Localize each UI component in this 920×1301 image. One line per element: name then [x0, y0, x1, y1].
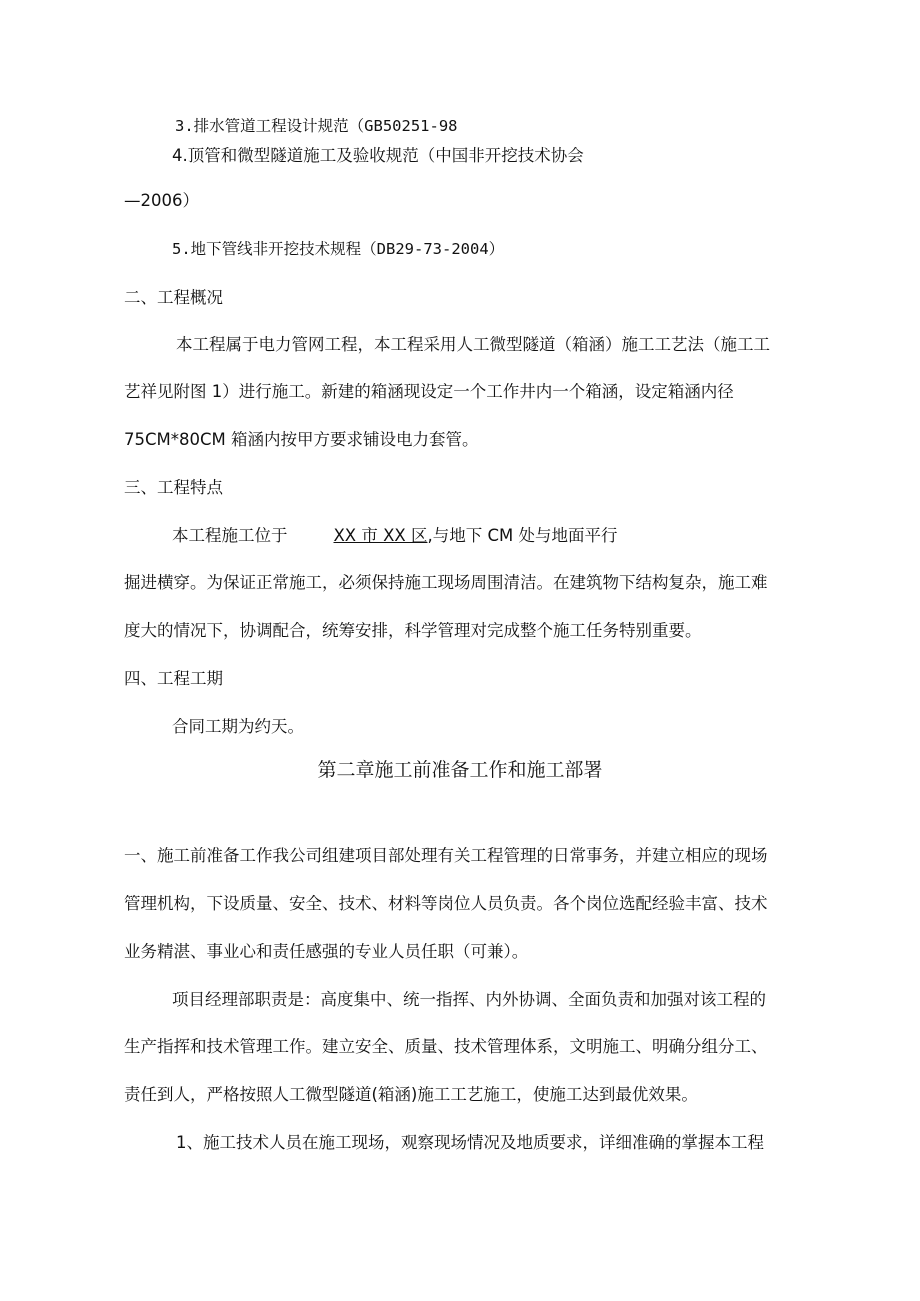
- prep-paragraph-line: 一、施工前准备工作我公司组建项目部处理有关工程管理的日常事务，并建立相应的现场: [124, 846, 768, 865]
- prep-paragraph-line: 责任到人，严格按照人工微型隧道(箱涵)施工工艺施工，使施工达到最优效果。: [124, 1085, 698, 1104]
- location-text: XX 市 XX 区: [333, 526, 428, 545]
- section-3-paragraph-line: 度大的情况下，协调配合，统筹安排，科学管理对完成整个施工任务特别重要。: [124, 621, 702, 640]
- section-3-paragraph-line: 掘进横穿。为保证正常施工，必须保持施工现场周围清洁。在建筑物下结构复杂，施工难: [124, 573, 768, 592]
- section-2-paragraph-line: 艺祥见附图 1）进行施工。新建的箱涵现设定一个工作井内一个箱涵，设定箱涵内径: [124, 382, 734, 401]
- prep-paragraph-line: 管理机构，下设质量、安全、技术、材料等岗位人员负责。各个岗位选配经验丰富、技术: [124, 894, 768, 913]
- section-2-paragraph-line: 75CM*80CM 箱涵内按甲方要求铺设电力套管。: [124, 430, 479, 449]
- section-2-title: 二、工程概况: [124, 288, 223, 307]
- section-4-paragraph: 合同工期为约天。: [172, 717, 304, 736]
- prep-paragraph-line: 生产指挥和技术管理工作。建立安全、质量、技术管理体系，文明施工、明确分组分工、: [124, 1037, 768, 1056]
- prep-paragraph-line: 业务精湛、事业心和责任感强的专业人员任职（可兼）。: [124, 942, 529, 961]
- text-prefix: 本工程施工位于: [172, 526, 288, 545]
- chapter-2-title: 第二章施工前准备工作和施工部署: [317, 759, 603, 781]
- reference-4-continuation: —2006）: [124, 191, 199, 210]
- reference-3: 3.排水管道工程设计规范（GB50251-98: [175, 117, 458, 135]
- reference-4: 4.顶管和微型隧道施工及验收规范（中国非开挖技术协会: [172, 146, 584, 165]
- text-suffix: ,与地下 CM 处与地面平行: [427, 526, 618, 545]
- section-4-title: 四、工程工期: [124, 669, 223, 688]
- section-3-title: 三、工程特点: [124, 478, 223, 497]
- prep-paragraph-line: 1、施工技术人员在施工现场，观察现场情况及地质要求，详细准确的掌握本工程: [176, 1133, 764, 1152]
- section-3-paragraph-line: [172, 525, 617, 547]
- prep-paragraph-line: 项目经理部职责是：高度集中、统一指挥、内外协调、全面负责和加强对该工程的: [172, 990, 766, 1009]
- section-2-paragraph-line: 本工程属于电力管网工程，本工程采用人工微型隧道（箱涵）施工工艺法（施工工: [176, 335, 770, 354]
- reference-5: 5.地下管线非开挖技术规程（DB29-73-2004）: [172, 240, 505, 258]
